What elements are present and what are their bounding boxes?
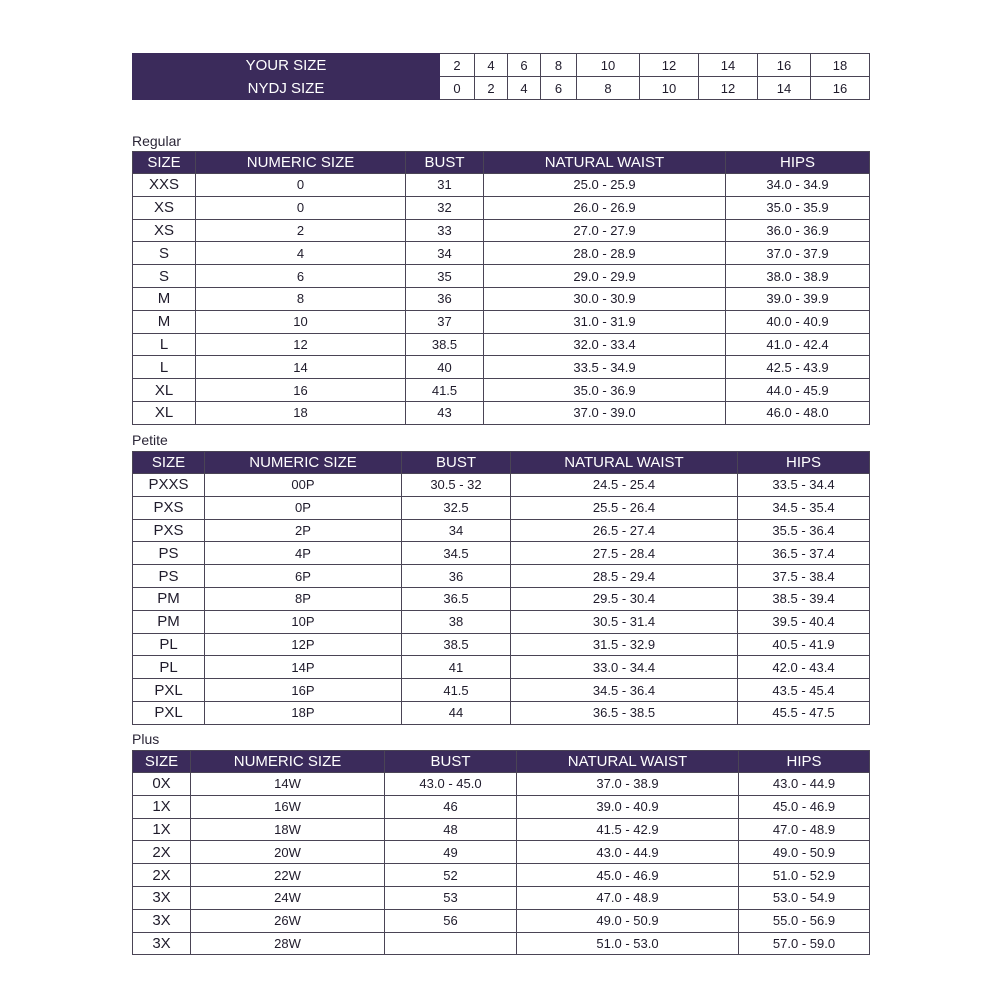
- table-row: [133, 633, 870, 656]
- hips-cell: 33.5 - 34.4: [738, 474, 870, 497]
- numeric-size-cell: 10: [196, 310, 406, 333]
- table-row: [133, 174, 870, 197]
- bust-cell: 48: [385, 818, 517, 841]
- bust-cell: 43.0 - 45.0: [385, 773, 517, 796]
- numeric-size-cell: 4: [196, 242, 406, 265]
- bust-cell: 30.5 - 32: [402, 474, 511, 497]
- header-natural-waist: NATURAL WAIST: [517, 751, 739, 773]
- plus-size-table: [132, 750, 870, 955]
- table-row: [133, 909, 870, 932]
- natural-waist-cell: 33.0 - 34.4: [511, 656, 738, 679]
- numeric-size-cell: 8: [196, 287, 406, 310]
- natural-waist-cell: 30.5 - 31.4: [511, 610, 738, 633]
- your-size-cell: 18: [811, 54, 870, 77]
- table-header-row: [133, 751, 870, 773]
- table-row: [133, 656, 870, 679]
- size-cell: 0X: [133, 773, 191, 796]
- numeric-size-cell: 18P: [205, 701, 402, 724]
- bust-cell: 37: [406, 310, 484, 333]
- natural-waist-cell: 26.0 - 26.9: [484, 196, 726, 219]
- table-row: [133, 795, 870, 818]
- natural-waist-cell: 37.0 - 39.0: [484, 401, 726, 424]
- bust-cell: 38.5: [402, 633, 511, 656]
- nydj-size-cell: 12: [699, 77, 758, 100]
- table-row: [133, 773, 870, 796]
- natural-waist-cell: 41.5 - 42.9: [517, 818, 739, 841]
- hips-cell: 45.0 - 46.9: [739, 795, 870, 818]
- bust-cell: 33: [406, 219, 484, 242]
- bust-cell: 34.5: [402, 542, 511, 565]
- numeric-size-cell: 00P: [205, 474, 402, 497]
- natural-waist-cell: 39.0 - 40.9: [517, 795, 739, 818]
- natural-waist-cell: 25.5 - 26.4: [511, 496, 738, 519]
- bust-cell: 52: [385, 864, 517, 887]
- nydj-size-row: [133, 77, 870, 100]
- size-cell: XXS: [133, 174, 196, 197]
- numeric-size-cell: 24W: [191, 886, 385, 909]
- bust-cell: 46: [385, 795, 517, 818]
- hips-cell: 53.0 - 54.9: [739, 886, 870, 909]
- header-natural-waist: NATURAL WAIST: [484, 152, 726, 174]
- table-row: [133, 265, 870, 288]
- bust-cell: 34: [406, 242, 484, 265]
- hips-cell: 36.0 - 36.9: [726, 219, 870, 242]
- table-row: [133, 242, 870, 265]
- bust-cell: 49: [385, 841, 517, 864]
- table-row: [133, 841, 870, 864]
- nydj-size-cell: 6: [541, 77, 577, 100]
- numeric-size-cell: 26W: [191, 909, 385, 932]
- table-row: [133, 864, 870, 887]
- hips-cell: 44.0 - 45.9: [726, 379, 870, 402]
- nydj-size-cell: 14: [758, 77, 811, 100]
- numeric-size-cell: 0: [196, 174, 406, 197]
- nydj-size-label: NYDJ SIZE: [133, 77, 440, 100]
- natural-waist-cell: 51.0 - 53.0: [517, 932, 739, 955]
- nydj-size-cell: 8: [577, 77, 640, 100]
- size-cell: PXXS: [133, 474, 205, 497]
- bust-cell: 41.5: [402, 679, 511, 702]
- hips-cell: 36.5 - 37.4: [738, 542, 870, 565]
- natural-waist-cell: 30.0 - 30.9: [484, 287, 726, 310]
- bust-cell: 35: [406, 265, 484, 288]
- table-row: [133, 610, 870, 633]
- numeric-size-cell: 28W: [191, 932, 385, 955]
- bust-cell: 40: [406, 356, 484, 379]
- size-cell: M: [133, 287, 196, 310]
- numeric-size-cell: 2P: [205, 519, 402, 542]
- numeric-size-cell: 6P: [205, 565, 402, 588]
- header-hips: HIPS: [726, 152, 870, 174]
- size-cell: XS: [133, 196, 196, 219]
- your-size-cell: 8: [541, 54, 577, 77]
- numeric-size-cell: 10P: [205, 610, 402, 633]
- bust-cell: 53: [385, 886, 517, 909]
- natural-waist-cell: 28.0 - 28.9: [484, 242, 726, 265]
- bust-cell: [385, 932, 517, 955]
- size-cell: PXL: [133, 679, 205, 702]
- hips-cell: 43.5 - 45.4: [738, 679, 870, 702]
- table-row: [133, 818, 870, 841]
- your-size-cell: 2: [440, 54, 475, 77]
- size-cell: PXS: [133, 496, 205, 519]
- numeric-size-cell: 4P: [205, 542, 402, 565]
- size-cell: PS: [133, 542, 205, 565]
- natural-waist-cell: 47.0 - 48.9: [517, 886, 739, 909]
- size-cell: XL: [133, 379, 196, 402]
- size-cell: PM: [133, 610, 205, 633]
- table-row: [133, 379, 870, 402]
- table-row: [133, 886, 870, 909]
- natural-waist-cell: 31.5 - 32.9: [511, 633, 738, 656]
- numeric-size-cell: 8P: [205, 587, 402, 610]
- natural-waist-cell: 25.0 - 25.9: [484, 174, 726, 197]
- size-cell: 2X: [133, 841, 191, 864]
- header-numeric-size: NUMERIC SIZE: [205, 452, 402, 474]
- header-bust: BUST: [402, 452, 511, 474]
- bust-cell: 32.5: [402, 496, 511, 519]
- natural-waist-cell: 35.0 - 36.9: [484, 379, 726, 402]
- size-cell: PM: [133, 587, 205, 610]
- table-row: [133, 310, 870, 333]
- table-row: [133, 701, 870, 724]
- hips-cell: 57.0 - 59.0: [739, 932, 870, 955]
- nydj-size-cell: 16: [811, 77, 870, 100]
- natural-waist-cell: 28.5 - 29.4: [511, 565, 738, 588]
- numeric-size-cell: 18W: [191, 818, 385, 841]
- header-numeric-size: NUMERIC SIZE: [196, 152, 406, 174]
- petite-size-table: [132, 451, 870, 725]
- table-row: [133, 219, 870, 242]
- hips-cell: 42.5 - 43.9: [726, 356, 870, 379]
- your-size-cell: 4: [475, 54, 508, 77]
- header-numeric-size: NUMERIC SIZE: [191, 751, 385, 773]
- bust-cell: 34: [402, 519, 511, 542]
- bust-cell: 43: [406, 401, 484, 424]
- petite-section-title: Petite: [132, 432, 168, 448]
- bust-cell: 31: [406, 174, 484, 197]
- header-hips: HIPS: [738, 452, 870, 474]
- numeric-size-cell: 14W: [191, 773, 385, 796]
- table-row: [133, 679, 870, 702]
- hips-cell: 47.0 - 48.9: [739, 818, 870, 841]
- hips-cell: 40.0 - 40.9: [726, 310, 870, 333]
- natural-waist-cell: 27.5 - 28.4: [511, 542, 738, 565]
- numeric-size-cell: 22W: [191, 864, 385, 887]
- numeric-size-cell: 2: [196, 219, 406, 242]
- size-cell: PL: [133, 656, 205, 679]
- natural-waist-cell: 37.0 - 38.9: [517, 773, 739, 796]
- natural-waist-cell: 27.0 - 27.9: [484, 219, 726, 242]
- your-size-row: [133, 54, 870, 77]
- hips-cell: 42.0 - 43.4: [738, 656, 870, 679]
- your-size-cell: 6: [508, 54, 541, 77]
- your-size-cell: 10: [577, 54, 640, 77]
- size-cell: XL: [133, 401, 196, 424]
- natural-waist-cell: 49.0 - 50.9: [517, 909, 739, 932]
- size-cell: PXL: [133, 701, 205, 724]
- hips-cell: 41.0 - 42.4: [726, 333, 870, 356]
- size-comparison-table: [132, 53, 870, 100]
- hips-cell: 46.0 - 48.0: [726, 401, 870, 424]
- numeric-size-cell: 14: [196, 356, 406, 379]
- hips-cell: 51.0 - 52.9: [739, 864, 870, 887]
- hips-cell: 38.5 - 39.4: [738, 587, 870, 610]
- size-cell: 1X: [133, 795, 191, 818]
- nydj-size-cell: 2: [475, 77, 508, 100]
- hips-cell: 43.0 - 44.9: [739, 773, 870, 796]
- numeric-size-cell: 6: [196, 265, 406, 288]
- table-header-row: [133, 452, 870, 474]
- bust-cell: 56: [385, 909, 517, 932]
- header-size: SIZE: [133, 452, 205, 474]
- natural-waist-cell: 26.5 - 27.4: [511, 519, 738, 542]
- natural-waist-cell: 31.0 - 31.9: [484, 310, 726, 333]
- size-cell: 2X: [133, 864, 191, 887]
- numeric-size-cell: 16: [196, 379, 406, 402]
- numeric-size-cell: 12: [196, 333, 406, 356]
- hips-cell: 35.0 - 35.9: [726, 196, 870, 219]
- natural-waist-cell: 24.5 - 25.4: [511, 474, 738, 497]
- header-size: SIZE: [133, 751, 191, 773]
- table-row: [133, 519, 870, 542]
- natural-waist-cell: 43.0 - 44.9: [517, 841, 739, 864]
- bust-cell: 36.5: [402, 587, 511, 610]
- header-bust: BUST: [385, 751, 517, 773]
- hips-cell: 45.5 - 47.5: [738, 701, 870, 724]
- size-cell: S: [133, 242, 196, 265]
- your-size-cell: 16: [758, 54, 811, 77]
- table-row: [133, 587, 870, 610]
- hips-cell: 37.0 - 37.9: [726, 242, 870, 265]
- bust-cell: 36: [406, 287, 484, 310]
- numeric-size-cell: 16P: [205, 679, 402, 702]
- numeric-size-cell: 18: [196, 401, 406, 424]
- hips-cell: 49.0 - 50.9: [739, 841, 870, 864]
- header-bust: BUST: [406, 152, 484, 174]
- natural-waist-cell: 36.5 - 38.5: [511, 701, 738, 724]
- table-header-row: [133, 152, 870, 174]
- numeric-size-cell: 12P: [205, 633, 402, 656]
- regular-section-title: Regular: [132, 133, 182, 149]
- table-row: [133, 356, 870, 379]
- regular-size-table: [132, 151, 870, 425]
- hips-cell: 39.5 - 40.4: [738, 610, 870, 633]
- hips-cell: 37.5 - 38.4: [738, 565, 870, 588]
- hips-cell: 34.0 - 34.9: [726, 174, 870, 197]
- bust-cell: 36: [402, 565, 511, 588]
- table-row: [133, 496, 870, 519]
- natural-waist-cell: 45.0 - 46.9: [517, 864, 739, 887]
- size-cell: 1X: [133, 818, 191, 841]
- numeric-size-cell: 20W: [191, 841, 385, 864]
- plus-section-title: Plus: [132, 731, 160, 747]
- header-hips: HIPS: [739, 751, 870, 773]
- table-row: [133, 565, 870, 588]
- natural-waist-cell: 34.5 - 36.4: [511, 679, 738, 702]
- numeric-size-cell: 0: [196, 196, 406, 219]
- natural-waist-cell: 29.0 - 29.9: [484, 265, 726, 288]
- table-row: [133, 333, 870, 356]
- table-row: [133, 542, 870, 565]
- table-row: [133, 196, 870, 219]
- hips-cell: 34.5 - 35.4: [738, 496, 870, 519]
- your-size-label: YOUR SIZE: [133, 54, 440, 77]
- nydj-size-cell: 4: [508, 77, 541, 100]
- bust-cell: 38.5: [406, 333, 484, 356]
- your-size-cell: 14: [699, 54, 758, 77]
- bust-cell: 38: [402, 610, 511, 633]
- nydj-size-cell: 0: [440, 77, 475, 100]
- table-row: [133, 932, 870, 955]
- hips-cell: 40.5 - 41.9: [738, 633, 870, 656]
- bust-cell: 41.5: [406, 379, 484, 402]
- size-cell: M: [133, 310, 196, 333]
- size-cell: XS: [133, 219, 196, 242]
- nydj-size-cell: 10: [640, 77, 699, 100]
- table-row: [133, 474, 870, 497]
- numeric-size-cell: 0P: [205, 496, 402, 519]
- hips-cell: 35.5 - 36.4: [738, 519, 870, 542]
- natural-waist-cell: 33.5 - 34.9: [484, 356, 726, 379]
- numeric-size-cell: 14P: [205, 656, 402, 679]
- natural-waist-cell: 32.0 - 33.4: [484, 333, 726, 356]
- hips-cell: 39.0 - 39.9: [726, 287, 870, 310]
- size-cell: PL: [133, 633, 205, 656]
- size-cell: 3X: [133, 909, 191, 932]
- size-cell: S: [133, 265, 196, 288]
- header-natural-waist: NATURAL WAIST: [511, 452, 738, 474]
- size-cell: 3X: [133, 932, 191, 955]
- hips-cell: 38.0 - 38.9: [726, 265, 870, 288]
- natural-waist-cell: 29.5 - 30.4: [511, 587, 738, 610]
- hips-cell: 55.0 - 56.9: [739, 909, 870, 932]
- bust-cell: 41: [402, 656, 511, 679]
- size-cell: 3X: [133, 886, 191, 909]
- your-size-cell: 12: [640, 54, 699, 77]
- size-cell: PXS: [133, 519, 205, 542]
- numeric-size-cell: 16W: [191, 795, 385, 818]
- table-row: [133, 287, 870, 310]
- size-cell: PS: [133, 565, 205, 588]
- bust-cell: 44: [402, 701, 511, 724]
- size-cell: L: [133, 356, 196, 379]
- header-size: SIZE: [133, 152, 196, 174]
- size-cell: L: [133, 333, 196, 356]
- table-row: [133, 401, 870, 424]
- bust-cell: 32: [406, 196, 484, 219]
